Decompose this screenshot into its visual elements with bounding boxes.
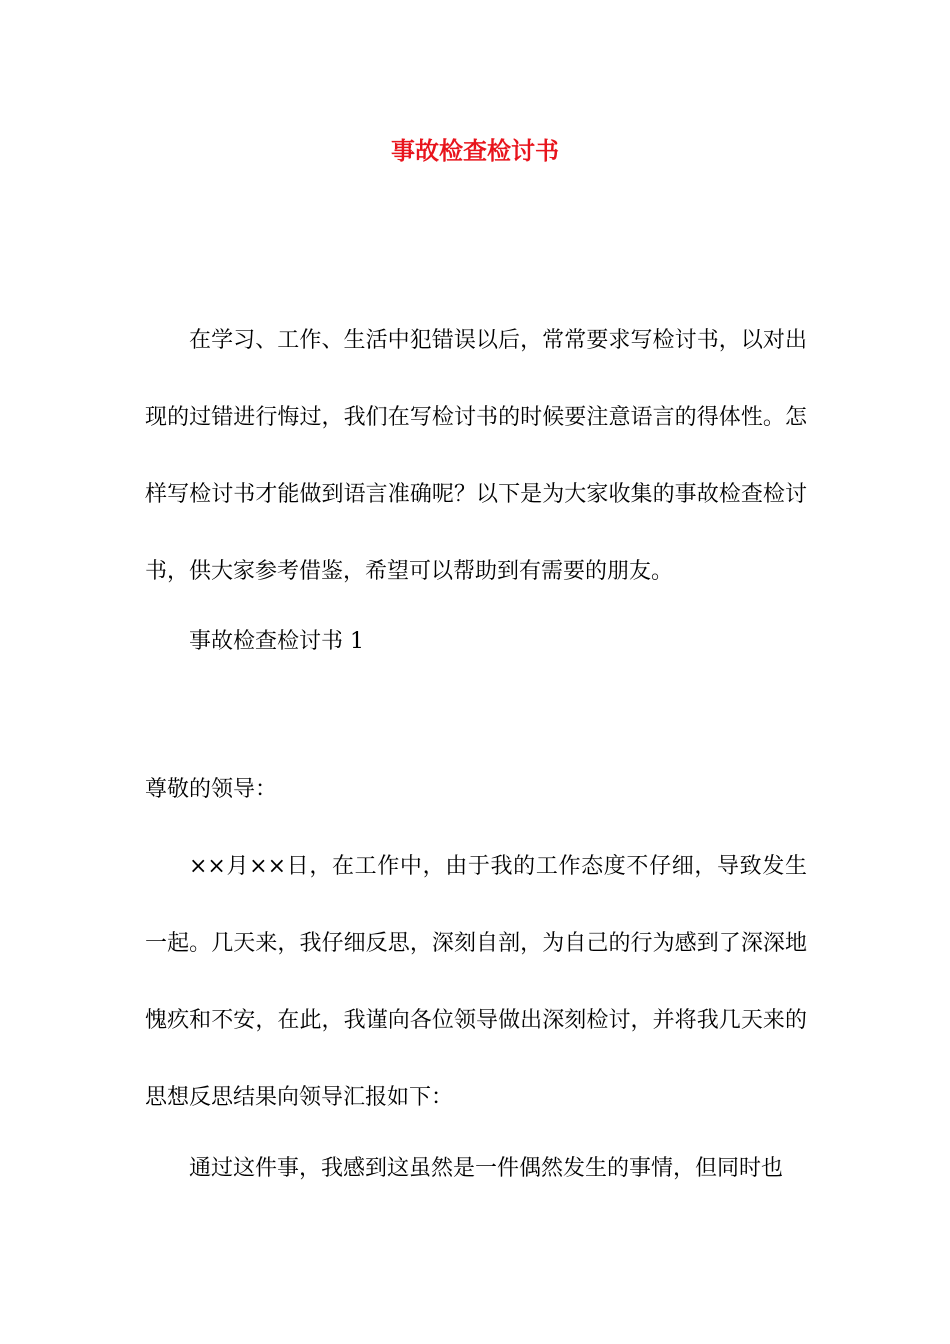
- body-paragraph-1: ××月××日，在工作中，由于我的工作态度不仔细，导致发生一起。几天来，我仔细反思，深刻自剖，为自己的行为感到了深深地愧疚和不安，在此，我谨向各位领导做出深刻检讨，并将我几天来的思想反思结果向领导汇报如下：: [145, 854, 807, 1110]
- section-heading: 事故检查检讨书 1: [189, 629, 364, 654]
- body-paragraph-2: 通过这件事，我感到这虽然是一件偶然发生的事情，但同时也: [189, 1156, 784, 1181]
- salutation: 尊敬的领导：: [145, 777, 278, 802]
- document-title: 事故检查检讨书: [391, 136, 559, 165]
- intro-paragraph: 在学习、工作、生活中犯错误以后，常常要求写检讨书，以对出现的过错进行悔过，我们在写检讨书的时候要注意语言的得体性。怎样写检讨书才能做到语言准确呢？以下是为大家收集的事故检查检讨书，供大家参考借鉴，希望可以帮助到有需要的朋友。: [145, 328, 807, 584]
